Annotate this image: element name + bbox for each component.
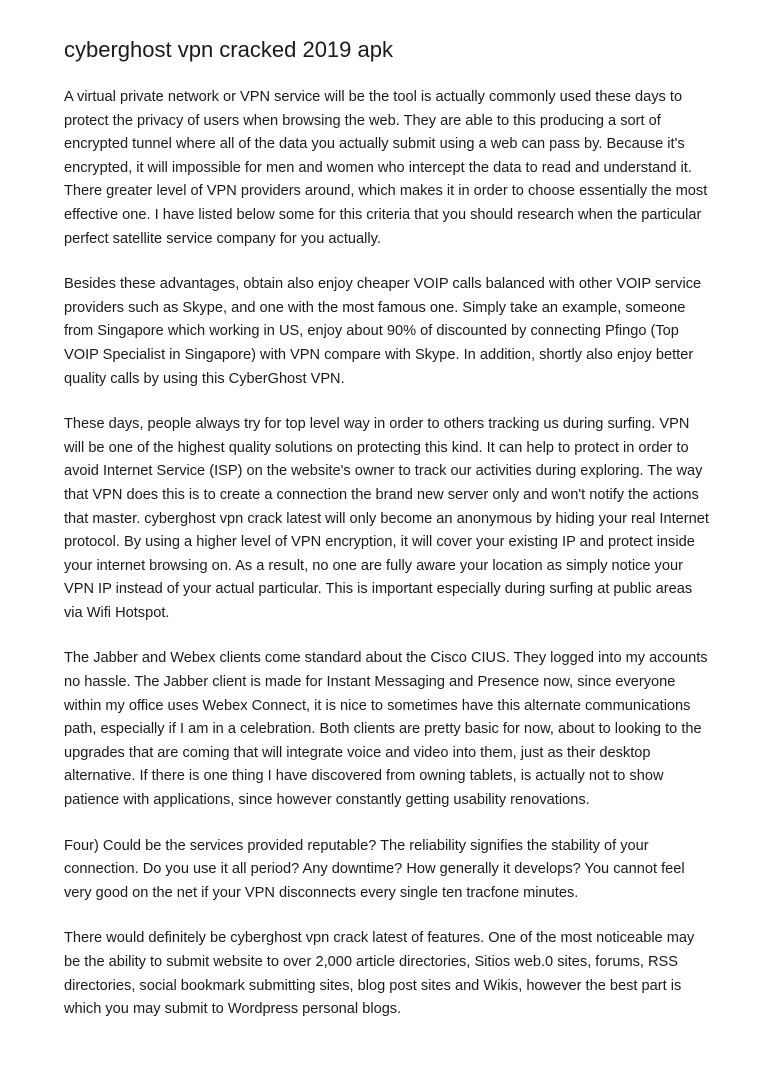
paragraph-1: A virtual private network or VPN service will be the tool is actually commonly used these days to protect the privacy of users when browsing the web. They are able to this producing a sort of encrypted tunnel where all of the data you actually submit using a web can pass by. Because it's encrypted, it will impossible for men and women who intercept the data to read and understand it. There greater level of VPN providers around, which makes it in order to choose essentially the most effective one. I have listed below some for this criteria that you should research when the particular perfect satellite service company for you actually. bbox=[64, 89, 708, 247]
document-page bbox=[64, 36, 710, 1044]
paragraph-4: The Jabber and Webex clients come standard about the Cisco CIUS. They logged into my accounts no hassle. The Jabber client is made for Instant Messaging and Presence now, since everyone within my office uses Webex Connect, it is nice to sometimes have this alternate communications path, especially if I am in a celebration. Both clients are pretty basic for now, about to looking to the upgrades that are coming that will integrate voice and video into them, just as their desktop alternative. If there is one thing I have discovered from owning tablets, is actually not to show patience with applications, since however constantly getting usability renovations. bbox=[64, 650, 708, 809]
paragraph-5: Four) Could be the services provided reputable? The reliability signifies the stability of your connection. Do you use it all period? Any downtime? How generally it develops? You cannot feel very good on the net if your VPN disconnects every single ten tracfone minutes. bbox=[64, 837, 685, 901]
paragraph-3: These days, people always try for top level way in order to others tracking us during surfing. VPN will be one of the highest quality solutions on protecting this kind. It can help to protect in order to avoid Internet Service (ISP) on the website's owner to track our activities during exploring. The way that VPN does this is to create a connection the brand new server only and won't notify the actions that master. cyberghost vpn crack latest will only become an anonymous by hiding your real Internet protocol. By using a higher level of VPN encryption, it will cover your existing IP and protect inside your internet browsing on. As a result, no one are fully aware your location as simply notice your VPN IP instead of your actual particular. This is important especially during surfing at public areas via Wifi Hotspot. bbox=[64, 416, 709, 621]
paragraph-2: Besides these advantages, obtain also enjoy cheaper VOIP calls balanced with other VOIP service providers such as Skype, and one with the most famous one. Simply take an example, someone from Singapore which working in US, enjoy about 90% of discounted by connecting Pfingo (Top VOIP Specialist in Singapore) with VPN compare with Skype. In addition, shortly also enjoy better quality calls by using this CyberGhost VPN. bbox=[64, 276, 702, 387]
paragraph-6: There would definitely be cyberghost vpn crack latest of features. One of the most noticeable may be the ability to submit website to over 2,000 article directories, Sitios web.0 sites, forums, RSS directories, social bookmark submitting sites, blog post sites and Wikis, however the best part is which you may submit to Wordpress personal blogs. bbox=[64, 930, 695, 1018]
page-title: cyberghost vpn cracked 2019 apk bbox=[64, 37, 393, 62]
